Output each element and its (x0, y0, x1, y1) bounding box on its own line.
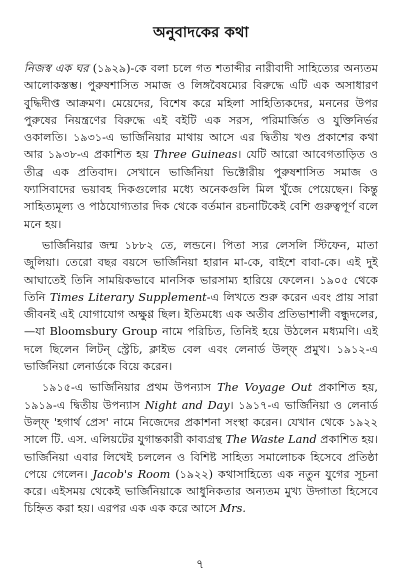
text-run: প্রকাশিত হয়, ১৯১৯-এ দ্বিতীয় উপন্যাস (24, 381, 378, 412)
text-run: Night and Day (144, 398, 230, 412)
text-run: । ১৯১৭-এ ভার্জিনিয়া ও লেনার্ড উল্ফ্ 'হগার্থ প্রেস' নামে নিজেদের প্রকাশনা সংস্থা করেন। যেখান থেকে ১৯২২ সালে টি. এস. এলিয়টের যুগান্তকারী কাব্যগ্রন্থ (24, 398, 378, 447)
paragraph-1 (24, 60, 378, 233)
text-run: প্রকাশিত হয়। ভার্জিনিয়া এবার লিখেই চললেন ও বিশিষ্ট সাহিত্য সমালোচক হিসেবে প্রতিষ্ঠা পেয়ে গেলেন। (24, 433, 379, 481)
text-run: Times Literary Supplement (49, 290, 207, 304)
paragraph-2 (24, 237, 378, 375)
text-run: নিজস্ব এক ঘর (24, 62, 89, 75)
text-run: -এ লিখতে শুরু করেন এবং প্রায় সারা জীবনই এই যোগাযোগ অক্ষুণ্ণ ছিল। ইতিমধ্যে এক অতীব প্রতিভাশালী বন্ধুদলের,—যা Bloomsbury Group নামে পরিচিত, তিনিই হয়ে উঠলেন মধ্যমণি। এই দলে ছিলেন লিটন্ স্ট্রেচি, ক্লাইভ বেল এবং লেনার্ড উল্ফ্ প্রমুখ। ১৯১২-এ ভার্জিনিয়া লেনার্ডকে বিয়ে করেন। (24, 290, 378, 374)
page-number: ৭ (196, 557, 204, 571)
text-run: । যেটি আরো আবেগতাড়িত ও তীব্র এক প্রতিবাদ। সেখানে ভার্জিনিয়া ভিক্টোরীয় পুরুষশাসিত সমাজ ও ফ্যাসিবাদের ভয়াবহ দিকগুলোর মধ্যে অনেকগুলি মিল খুঁজে পেয়েছেন। কিন্তু সাহিত্যমূল্য ও পাঠযোগ্যতার দিক থেকে বর্তমান রচনাটিকেই বেশি গুরুত্বপূর্ণ বলে মনে হয়। (24, 148, 378, 231)
text-run: ভার্জিনিয়ার জন্ম ১৮৮২ তে, লন্ডনে। পিতা স্যর লেসলি স্টিফেন, মাতা জুলিয়া। তেরো বছর বয়সে ভার্জিনিয়া হারান মা-কে, বাইশে বাবা-কে। এই দুই আঘাতেই তিনি সাময়িকভাবে মানসিক ভারসাম্য হারিয়ে ফেলেন। ১৯০৫ থেকে তিনি (24, 238, 378, 304)
text-run: Jacob's Room (92, 467, 171, 481)
text-run: Three Guineas (153, 148, 238, 162)
text-run: Mrs. (219, 502, 246, 516)
text-run: The Waste Land (225, 433, 317, 447)
text-run: (১৯২৯)-কে বলা চলে গত শতাব্দীর নারীবাদী সাহিত্যের অন্যতম আলোকস্তম্ভ। পুরুষশাসিত সমাজ ও লিঙ্গবৈষম্যের বিরুদ্ধে এটি এক অসাধারণ বুদ্ধিদীপ্ত আক্রমণ। মেয়েদের, বিশেষ করে মহিলা সাহিত্যিকদের, মননের উপর পুরুষের নিয়ন্ত্রণের বিরুদ্ধে এই বইটি এক সরস, পরিমার্জিত ও যুক্তিনির্ভর ওকালতি। ১৯৩১-এ ভার্জিনিয়ার মাথায় আসে এর দ্বিতীয় খণ্ড প্রকাশের কথা আর ১৯৩৮-এ প্রকাশিত হয় (24, 62, 378, 162)
text-run: (১৯২২) কথাসাহিত্যে এক নতুন যুগের সূচনা করে। এইসময় থেকেই ভার্জিনিয়াকে আধুনিকতার অন্যতম মুখ্য উদ্গাতা হিসেবে চিহ্নিত করা হয়। এরপর এক এক করে আসে (24, 467, 378, 516)
text-run: ১৯১৫-এ ভার্জিনিয়ার প্রথম উপন্যাস (42, 381, 218, 395)
paragraph-3 (24, 379, 378, 517)
text-run: The Voyage Out (217, 381, 313, 395)
chapter-title: অনুবাদকের কথা (153, 24, 249, 41)
